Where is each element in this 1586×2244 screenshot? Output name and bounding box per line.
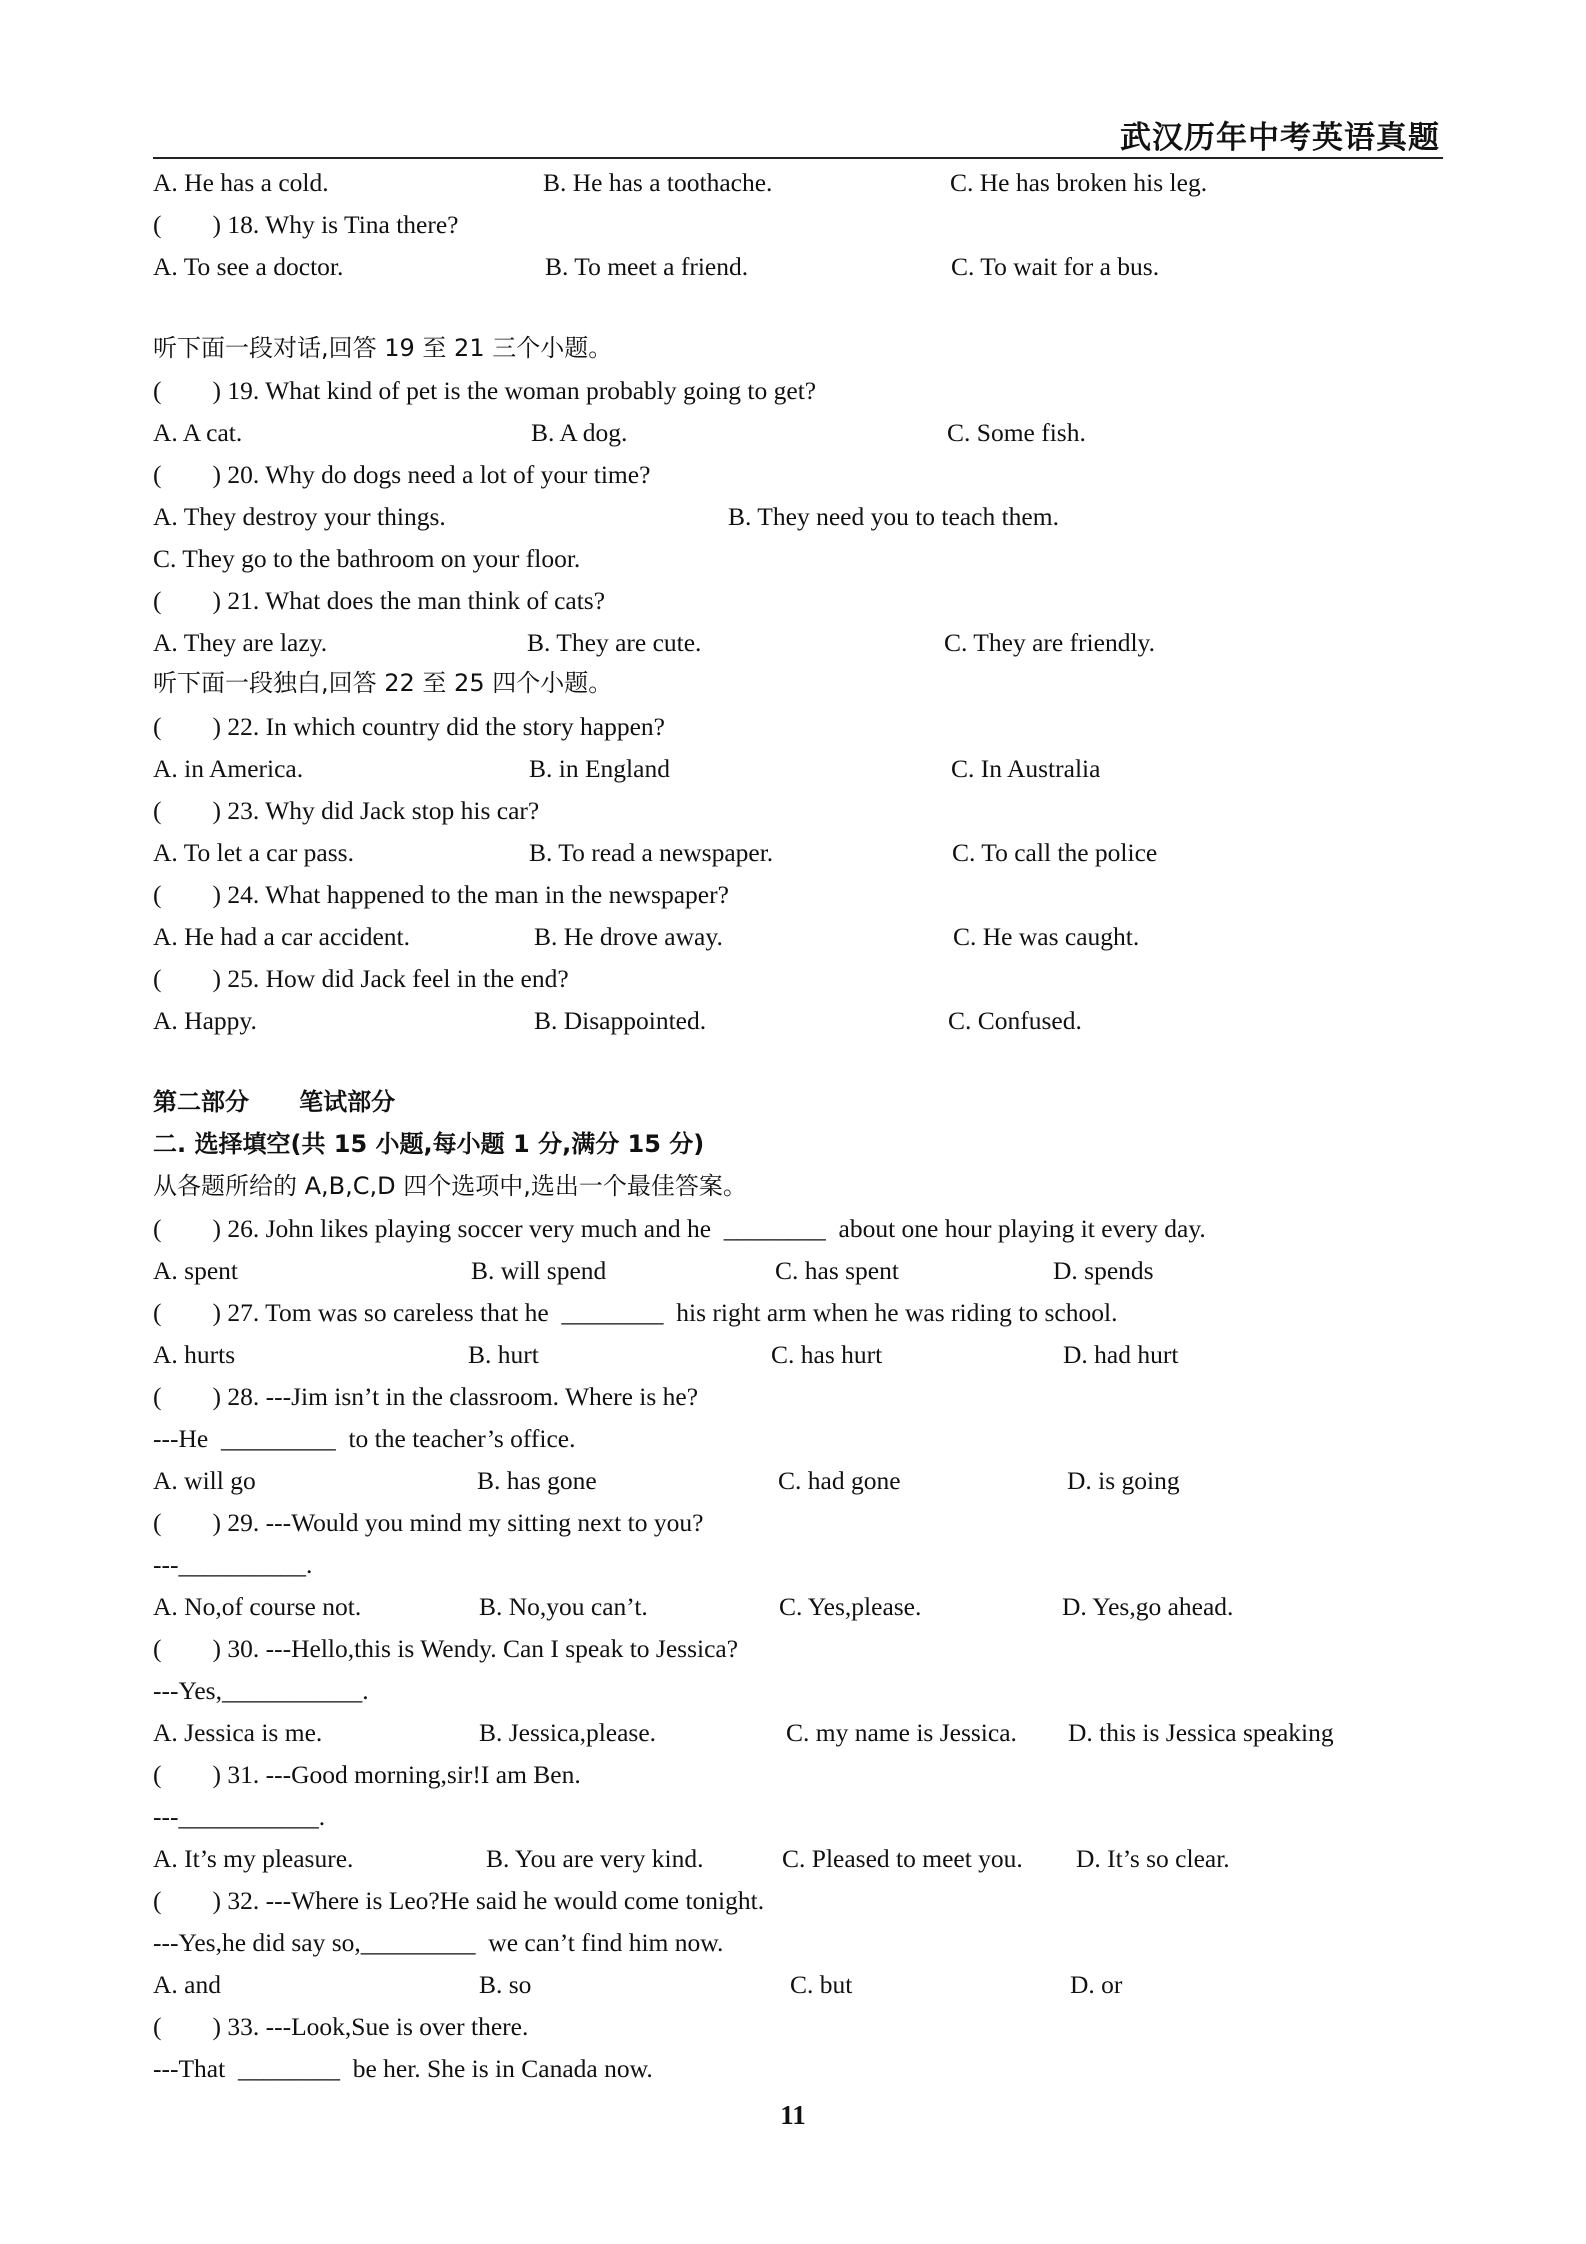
answer-option: B. They need you to teach them. <box>728 502 1059 531</box>
answer-option: C. had gone <box>778 1466 901 1495</box>
answer-option: C. He was caught. <box>953 922 1140 951</box>
question-line: ( ) 20. Why do dogs need a lot of your time? <box>153 460 651 489</box>
answer-option: C. To wait for a bus. <box>951 252 1160 281</box>
text-line: ---__________. <box>153 1550 313 1579</box>
question-line: ( ) 31. ---Good morning,sir!I am Ben. <box>153 1760 581 1789</box>
answer-option: B. To meet a friend. <box>545 252 749 281</box>
answer-option: B. A dog. <box>531 418 628 447</box>
answer-option: A. He had a car accident. <box>153 922 410 951</box>
question-line: ( ) 28. ---Jim isn’t in the classroom. Where is he? <box>153 1382 699 1411</box>
answer-option: B. To read a newspaper. <box>529 838 774 867</box>
text-line: ---He _________ to the teacher’s office. <box>153 1424 576 1453</box>
question-line: ( ) 18. Why is Tina there? <box>153 210 459 239</box>
answer-option: C. my name is Jessica. <box>786 1718 1017 1747</box>
answer-option: C. has hurt <box>771 1340 883 1369</box>
answer-option: C. To call the police <box>952 838 1158 867</box>
answer-option: B. in England <box>529 754 670 783</box>
answer-option: B. will spend <box>471 1256 607 1285</box>
answer-option: A. and <box>153 1970 221 1999</box>
answer-option: A. Jessica is me. <box>153 1718 323 1747</box>
header-divider <box>153 157 1443 159</box>
text-line: ---That ________ be her. She is in Canada now. <box>153 2054 653 2083</box>
answer-option: C. They are friendly. <box>944 628 1156 657</box>
question-line: ( ) 21. What does the man think of cats? <box>153 586 606 615</box>
answer-option: B. No,you can’t. <box>479 1592 648 1621</box>
text-line: 第二部分 笔试部分 <box>153 1088 396 1116</box>
answer-option: A. They are lazy. <box>153 628 328 657</box>
answer-option: A. To let a car pass. <box>153 838 354 867</box>
answer-option: C. Confused. <box>948 1006 1082 1035</box>
answer-option: B. so <box>479 1970 532 1999</box>
question-line: ( ) 23. Why did Jack stop his car? <box>153 796 540 825</box>
question-line: ( ) 24. What happened to the man in the newspaper? <box>153 880 729 909</box>
answer-option: A. Happy. <box>153 1006 257 1035</box>
text-line: 从各题所给的 A,B,C,D 四个选项中,选出一个最佳答案。 <box>153 1172 747 1200</box>
text-line: ---Yes,___________. <box>153 1676 369 1705</box>
answer-option: B. hurt <box>468 1340 539 1369</box>
answer-option: D. is going <box>1067 1466 1180 1495</box>
question-line: ( ) 19. What kind of pet is the woman probably going to get? <box>153 376 817 405</box>
answer-option: A. To see a doctor. <box>153 252 344 281</box>
text-line: ---Yes,he did say so,_________ we can’t find him now. <box>153 1928 724 1957</box>
question-line: ( ) 26. John likes playing soccer very much and he ________ about one hour playing it every day. <box>153 1214 1206 1243</box>
question-line: ( ) 30. ---Hello,this is Wendy. Can I speak to Jessica? <box>153 1634 739 1663</box>
text-line: 听下面一段对话,回答 19 至 21 三个小题。 <box>153 334 613 362</box>
answer-option: D. Yes,go ahead. <box>1062 1592 1234 1621</box>
answer-option: B. has gone <box>477 1466 597 1495</box>
answer-option: D. or <box>1070 1970 1123 1999</box>
answer-option: C. has spent <box>775 1256 899 1285</box>
answer-option: B. You are very kind. <box>486 1844 704 1873</box>
answer-option: A. No,of course not. <box>153 1592 362 1621</box>
answer-option: B. He drove away. <box>534 922 723 951</box>
page-header-title: 武汉历年中考英语真题 <box>1120 120 1440 156</box>
answer-option: A. will go <box>153 1466 256 1495</box>
answer-option: B. They are cute. <box>527 628 702 657</box>
question-line: ( ) 29. ---Would you mind my sitting next to you? <box>153 1508 704 1537</box>
answer-option: A. hurts <box>153 1340 236 1369</box>
question-line: ( ) 32. ---Where is Leo?He said he would come tonight. <box>153 1886 765 1915</box>
answer-option: A. spent <box>153 1256 238 1285</box>
answer-option: A. He has a cold. <box>153 168 329 197</box>
question-line: ( ) 33. ---Look,Sue is over there. <box>153 2012 529 2041</box>
answer-option: D. this is Jessica speaking <box>1068 1718 1334 1747</box>
answer-option: A. It’s my pleasure. <box>153 1844 354 1873</box>
answer-option: B. Jessica,please. <box>479 1718 657 1747</box>
answer-option: C. Some fish. <box>947 418 1086 447</box>
question-line: ( ) 25. How did Jack feel in the end? <box>153 964 569 993</box>
answer-option: D. spends <box>1053 1256 1154 1285</box>
answer-option: D. It’s so clear. <box>1076 1844 1230 1873</box>
text-line: 听下面一段独白,回答 22 至 25 四个小题。 <box>153 669 613 697</box>
answer-option: A. in America. <box>153 754 304 783</box>
answer-option: C. Pleased to meet you. <box>782 1844 1023 1873</box>
answer-option: C. Yes,please. <box>779 1592 922 1621</box>
answer-option: B. He has a toothache. <box>543 168 773 197</box>
text-line: C. They go to the bathroom on your floor. <box>153 544 581 573</box>
question-line: ( ) 22. In which country did the story happen? <box>153 712 666 741</box>
answer-option: A. A cat. <box>153 418 243 447</box>
answer-option: C. but <box>790 1970 853 1999</box>
answer-option: D. had hurt <box>1063 1340 1179 1369</box>
text-line: ---___________. <box>153 1802 326 1831</box>
text-line: 二. 选择填空(共 15 小题,每小题 1 分,满分 15 分) <box>153 1130 705 1158</box>
answer-option: C. In Australia <box>951 754 1101 783</box>
answer-option: B. Disappointed. <box>534 1006 707 1035</box>
answer-option: C. He has broken his leg. <box>950 168 1208 197</box>
question-line: ( ) 27. Tom was so careless that he ________ his right arm when he was riding to school. <box>153 1298 1118 1327</box>
answer-option: A. They destroy your things. <box>153 502 446 531</box>
page-number: 11 <box>780 2100 806 2130</box>
